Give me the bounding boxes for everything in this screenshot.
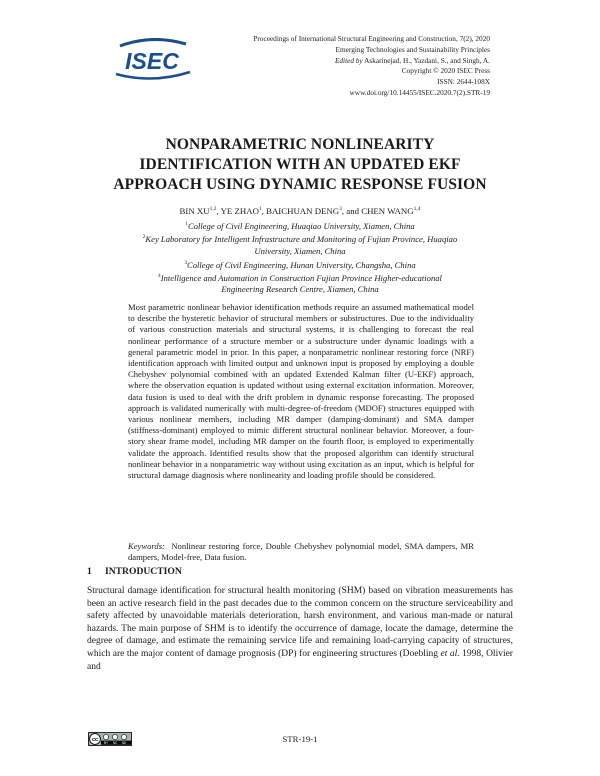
keywords-text: Nonlinear restoring force, Double Chebyshev polynomial model, SMA dampers, MR dampers, Model-free, Data fusion. xyxy=(128,541,474,563)
header-doi: www.doi.org/10.14455/ISEC.2020.7(2).STR-19 xyxy=(349,87,490,97)
section-number: 1 xyxy=(87,566,92,577)
header-copyright: Copyright © 2020 ISEC Press xyxy=(401,66,490,76)
page-number: STR-19-1 xyxy=(282,734,318,744)
affiliation-item: $^1$College of Civil Engineering, Huaqiao University, Xiamen, China xyxy=(185,220,415,231)
affiliation-list xyxy=(110,219,490,296)
author-list: BIN XU$^{1,2}$, YE ZHAO$^1$, BAICHUAN DENG$^3$, and CHEN WANG$^{1,4}$ xyxy=(179,205,421,216)
title-line: APPROACH USING DYNAMIC RESPONSE FUSION xyxy=(113,176,487,193)
title-line: IDENTIFICATION WITH AN UPDATED EKF xyxy=(139,156,461,173)
author-name: BAICHUAN DENG xyxy=(266,205,340,216)
author-name: BIN XU xyxy=(179,205,210,216)
intro-paragraph: Structural damage identification for structural health monitoring (SHM) based on vibration measurements has been an active research field in the past decades due to the common concern on the structure serviceability and safety affected by unavoidable materials deterioration, harsh environment, and various man-made or natural hazards. The main purpose of SHM is to identify the occurrence of damage, locate the damage, determine the degree of damage, and estimate the remaining service life and remaining load-carrying capacity of structures, which are the major content of damage prognosis (DP) for engineering structures (Doebling et al. 1998, Olivier and xyxy=(87,586,513,672)
isec-logo-text: ISEC xyxy=(125,48,179,74)
abstract: Most parametric nonlinear behavior identification methods require an assumed mathematical model to describe the hysteretic behavior of structural members or substructures. Due to the individuality of various construction materials and structural systems, it is challenging to forecast the real nonlinear performance of a structure member or a substructure under dynamic loadings with a general parametric model in prior. In this paper, a nonparametric nonlinear restoring force (NRF) identification approach with limited output and unknown input is proposed by employing a double Chebyshev polynomial combined with an updated Extended Kalman filter (U-EKF) approach, where the observation equation is updated without using external excitation information. Moreover, data fusion is used to deal with the drift problem in dynamic response forecasting. The proposed approach is validated numerically with multi-degree-of-freedom (MDOF) structures equipped with various nonlinear members, including MR damper (damping-dominant) and SMA damper (stiffness-dominant) employed to mimic different structural nonlinear behavior. Moreover, a four-story shear frame model, including MR damper on the fourth floor, is employed to experimentally validate the approach. Identified results show that the proposed algorithm can identify structural nonlinear behavior in a nonparametric way without using excitation as an input, which is helpful for structural damage diagnosis where nonlinearity and loading profile should be considered. xyxy=(128,302,474,481)
svg-text:cc: cc xyxy=(91,737,99,743)
affiliation-item: $^2$Key Laboratory for Intelligent Infrastructure and Monitoring of Fujian Province, Huaqiao xyxy=(142,234,458,245)
affiliation-item: $^3$College of Civil Engineering, Hunan University, Changsha, China xyxy=(184,259,416,270)
isec-logo-icon xyxy=(112,38,194,80)
keywords-label: Keywords: xyxy=(128,541,165,551)
title-line: NONPARAMETRIC NONLINEARITY xyxy=(165,136,435,153)
author-name: YE ZHAO xyxy=(220,205,259,216)
affiliation-item-cont: University, Xiamen, China xyxy=(254,245,346,256)
author-name: CHEN WANG xyxy=(361,205,414,216)
journal-header xyxy=(190,34,490,99)
keywords xyxy=(128,541,474,563)
section-heading xyxy=(87,566,182,577)
header-editors: Edited by Askarinejad, H., Yazdani, S., and Singh, A. xyxy=(334,55,490,65)
header-proceedings: Proceedings of International Structural Engineering and Construction, 7(2), 2020 xyxy=(253,34,490,43)
svg-text:BY: BY xyxy=(103,741,109,746)
affiliation-item-cont: Engineering Research Centre, Xiamen, China xyxy=(221,284,379,295)
section-title: INTRODUCTION xyxy=(105,566,182,577)
header-theme: Emerging Technologies and Sustainability Principles xyxy=(335,44,490,54)
svg-text:NC: NC xyxy=(112,741,118,746)
paper-title xyxy=(80,135,520,195)
affiliation-item: $^4$Intelligence and Automation in Construction Fujian Province Higher-educational xyxy=(158,272,442,283)
header-issn: ISSN: 2644-108X xyxy=(437,77,490,87)
svg-text:ND: ND xyxy=(121,741,127,746)
